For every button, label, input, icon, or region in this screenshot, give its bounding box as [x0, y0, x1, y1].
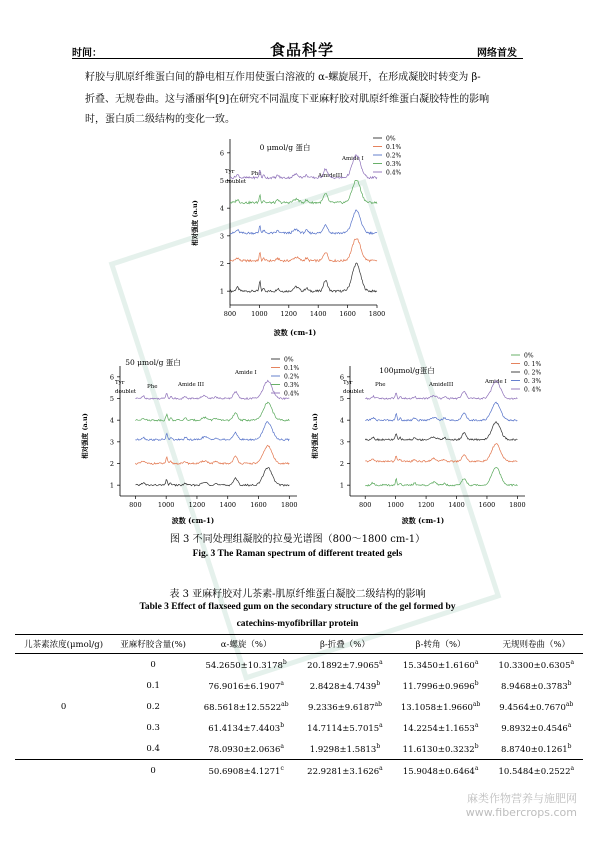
- x-tick-label: 1200: [280, 310, 298, 318]
- series-line: [230, 210, 377, 234]
- annotation-label: Amide I: [342, 156, 364, 162]
- annotation-label: Amide I: [235, 370, 257, 376]
- series-line: [135, 402, 289, 421]
- y-tick-label: 5: [109, 395, 114, 403]
- legend-label: 0.4%: [386, 169, 402, 177]
- cell-alpha-helix: 50.6908±4.1271$^c$: [194, 760, 298, 782]
- x-tick-label: 800: [359, 501, 372, 509]
- series-line: [135, 422, 289, 441]
- x-tick-label: 1600: [250, 501, 267, 509]
- header-online-first: 网络首发: [477, 48, 517, 59]
- paragraph-line-2: 折叠、无规卷曲。这与潘丽华[9]在研究不同温度下亚麻籽胶对肌原纤维蛋白凝胶特性的影响: [85, 94, 490, 105]
- paragraph-line-1: 籽胶与肌原纤维蛋白间的静电相互作用使蛋白溶液的 α-螺旋展开，在形成凝胶时转变为 β-: [85, 72, 481, 83]
- annotation-label: AmideIII: [318, 173, 343, 179]
- y-axis-label: 相对强度 (a.u): [191, 200, 199, 246]
- x-tick-label: 1600: [478, 501, 496, 509]
- header-time: 时间：: [72, 48, 102, 59]
- cell-random-coil: 8.9468±0.3783$^b$: [501, 679, 572, 692]
- legend-label: 0.1%: [284, 365, 300, 372]
- y-tick-label: 2: [219, 260, 224, 268]
- x-tick-label: 1000: [157, 501, 175, 509]
- annotation-label: Tyr: [225, 169, 235, 175]
- y-tick-label: 2: [109, 460, 114, 468]
- annotation-label: Tyr: [343, 380, 353, 386]
- cell-beta-sheet: 1.9298±1.5813$^b$: [309, 742, 381, 755]
- series-line: [365, 444, 517, 463]
- cell-beta-sheet: 14.7114±5.7015$^a$: [307, 721, 383, 734]
- site-watermark-cn: 麻类作物营养与施肥网: [467, 792, 577, 805]
- x-tick-label: 1000: [251, 310, 268, 318]
- x-tick-label: 1200: [188, 501, 206, 509]
- col-header-beta-turn: β-转角（%）: [392, 635, 490, 654]
- annotation-label: Amide I: [485, 379, 507, 385]
- series-line: [230, 180, 377, 203]
- table-caption-cn: 表 3 亚麻籽胶对儿茶素-肌原纤维蛋白凝胶二级结构的影响: [169, 589, 426, 600]
- cell-random-coil: 8.8740±0.1261$^b$: [501, 742, 572, 755]
- cell-beta-turn: 13.1058±1.9660$^{ab}$: [400, 700, 481, 713]
- col-header-random-coil: 无规则卷曲（%）: [490, 635, 583, 654]
- y-tick-label: 4: [109, 416, 114, 425]
- series-line: [135, 445, 289, 464]
- cell-beta-turn: 15.9048±0.6464$^a$: [392, 760, 490, 782]
- table-row: [15, 654, 583, 676]
- x-axis-label: 波数 (cm-1): [273, 328, 317, 337]
- cell-gum: 0.1: [146, 680, 160, 691]
- cell-gum: 0.4: [146, 743, 160, 754]
- y-tick-label: 3: [339, 438, 344, 447]
- annotation-label: doublet: [115, 389, 137, 395]
- cell-beta-turn: 11.6130±0.3232$^b$: [402, 742, 479, 755]
- legend-label: 0.4%: [284, 390, 300, 398]
- cell-catechin: [15, 654, 112, 676]
- table-row: [15, 675, 583, 696]
- cell-catechin: [15, 760, 112, 782]
- col-header-catechin: 儿茶素浓度(μmol/g): [15, 635, 112, 654]
- y-tick-label: 3: [219, 232, 224, 241]
- cell-alpha-helix: 61.4134±7.4403$^b$: [208, 721, 285, 734]
- x-tick-label: 1800: [509, 501, 526, 509]
- annotation-label: Tyr: [115, 380, 125, 386]
- cell-alpha-helix: 68.5618±12.5522$^{ab}$: [203, 700, 289, 713]
- x-tick-label: 1800: [368, 310, 386, 318]
- y-tick-label: 1: [219, 287, 224, 296]
- y-axis-label: 相对强度 (a.u): [81, 413, 89, 459]
- cell-alpha-helix: 76.9016±6.1907$^a$: [208, 679, 284, 692]
- y-tick-label: 1: [109, 481, 114, 490]
- cell-gum: 0: [150, 659, 156, 670]
- cell-random-coil: 9.4564±0.7670$^{ab}$: [499, 700, 574, 713]
- cell-beta-sheet: 22.9281±3.1626$^a$: [298, 760, 391, 782]
- y-tick-label: 4: [339, 416, 344, 425]
- x-tick-label: 800: [223, 310, 237, 318]
- y-tick-label: 2: [339, 460, 344, 468]
- cell-catechin: [15, 717, 112, 738]
- cell-alpha-helix: 54.2650±10.3178$^b$: [205, 658, 287, 671]
- series-line: [230, 239, 377, 262]
- cell-beta-turn: 14.2254±1.1653$^a$: [402, 721, 479, 734]
- legend-label: 0. 2%: [524, 369, 542, 377]
- annotation-label: doublet: [225, 179, 247, 185]
- legend-label: 0%: [284, 356, 294, 364]
- figure-caption-en: Fig. 3 The Raman spectrum of different treated gels: [192, 549, 403, 559]
- legend-label: 0.3%: [284, 382, 300, 389]
- col-header-beta-sheet: β-折叠（%）: [298, 635, 391, 654]
- y-tick-label: 6: [339, 373, 344, 382]
- y-tick-label: 1: [339, 481, 344, 490]
- cell-beta-sheet: 2.8428±4.7439$^b$: [309, 679, 381, 692]
- raman-chart-50-umol: [75, 346, 310, 524]
- legend-label: 0%: [386, 135, 396, 143]
- x-axis-label: 波数 (cm-1): [401, 516, 445, 525]
- y-tick-label: 3: [109, 438, 114, 447]
- legend-label: 0.3%: [386, 161, 402, 168]
- cell-random-coil: 9.8932±0.4546$^a$: [501, 721, 572, 734]
- cell-gum: 0.3: [146, 722, 160, 733]
- table-header-row: [15, 635, 583, 654]
- y-axis-label: 相对强度 (a.u): [311, 413, 319, 459]
- secondary-structure-table: [15, 634, 583, 781]
- cell-catechin: [15, 738, 112, 760]
- x-tick-label: 800: [129, 501, 142, 509]
- table-row: [15, 717, 583, 738]
- cell-beta-turn: 15.3450±1.6160$^a$: [402, 658, 479, 671]
- legend-label: 0.1%: [386, 144, 402, 151]
- paragraph-line-3: 时，蛋白质二级结构的变化一致。: [85, 114, 235, 125]
- y-tick-label: 6: [109, 373, 114, 382]
- header-divider: [72, 58, 523, 59]
- series-line: [135, 380, 289, 399]
- legend-label: 0.2%: [386, 152, 402, 160]
- annotation-label: Amide III: [178, 382, 204, 388]
- chart-title: 100μmol/g蛋白: [379, 366, 435, 375]
- y-tick-label: 6: [219, 149, 224, 158]
- series-line: [365, 422, 517, 441]
- cell-alpha-helix: 78.0930±2.0636$^a$: [208, 742, 284, 755]
- legend-label: 0. 3%: [524, 378, 542, 385]
- cell-random-coil: 10.5484±0.2522$^a$: [490, 760, 583, 782]
- table-row: [15, 738, 583, 760]
- legend-label: 0.2%: [284, 373, 300, 381]
- table-row: [15, 696, 583, 717]
- legend-label: 0%: [524, 352, 534, 360]
- raman-chart-0-umol: [185, 133, 425, 338]
- x-tick-label: 1000: [387, 501, 404, 509]
- y-tick-label: 5: [219, 177, 224, 185]
- col-header-alpha-helix: α-螺旋（%）: [194, 635, 298, 654]
- x-tick-label: 1400: [448, 501, 465, 509]
- annotation-label: AmideIII: [429, 382, 454, 388]
- x-tick-label: 1400: [309, 310, 327, 318]
- series-line: [230, 263, 377, 292]
- x-tick-label: 1400: [219, 501, 237, 509]
- raman-chart-100-umol: [305, 346, 542, 525]
- cell-gum: 0.2: [146, 701, 160, 712]
- journal-title: 食品科学: [270, 41, 335, 59]
- cell-beta-turn: 11.7996±0.9696$^b$: [402, 679, 479, 692]
- chart-title: 0 μmol/g 蛋白: [259, 143, 311, 152]
- y-tick-label: 4: [219, 204, 224, 213]
- annotation-label: doublet: [343, 389, 365, 395]
- series-line: [135, 468, 289, 487]
- x-tick-label: 1200: [417, 501, 435, 509]
- site-watermark: [466, 792, 577, 820]
- annotation-label: Phe: [147, 384, 158, 390]
- series-line: [365, 402, 517, 421]
- col-header-gum: 亚麻籽胶含量(%): [112, 635, 194, 654]
- figure-caption-cn: 图 3 不同处理组凝胶的拉曼光谱图（800～1800 cm-1）: [169, 534, 426, 545]
- y-tick-label: 5: [339, 395, 344, 403]
- series-line: [365, 468, 517, 487]
- cell-gum: 0: [112, 760, 194, 782]
- table-row: [15, 760, 583, 782]
- annotation-label: Phe: [375, 382, 386, 388]
- cell-catechin: 0: [60, 701, 67, 712]
- x-axis-label: 波数 (cm-1): [171, 516, 215, 525]
- site-watermark-url: www.fibercrops.com: [465, 806, 577, 819]
- chart-title: 50 μmol/g 蛋白: [125, 358, 181, 367]
- table-caption-en-2: catechins-myofibrillar protein: [236, 619, 359, 629]
- cell-beta-sheet: 20.1892±7.9065$^a$: [307, 658, 383, 671]
- x-tick-label: 1600: [339, 310, 356, 318]
- annotation-label: Phe: [251, 171, 262, 177]
- table-caption-en-1: Table 3 Effect of flaxseed gum on the secondary structure of the gel formed by: [139, 602, 456, 612]
- x-tick-label: 1800: [281, 501, 298, 509]
- cell-random-coil: 10.3300±0.6305$^a$: [498, 658, 575, 671]
- legend-label: 0. 4%: [524, 386, 542, 394]
- cell-catechin: [15, 675, 112, 696]
- cell-beta-sheet: 9.2336±9.6187$^{ab}$: [307, 700, 382, 713]
- legend-label: 0. 1%: [524, 361, 542, 368]
